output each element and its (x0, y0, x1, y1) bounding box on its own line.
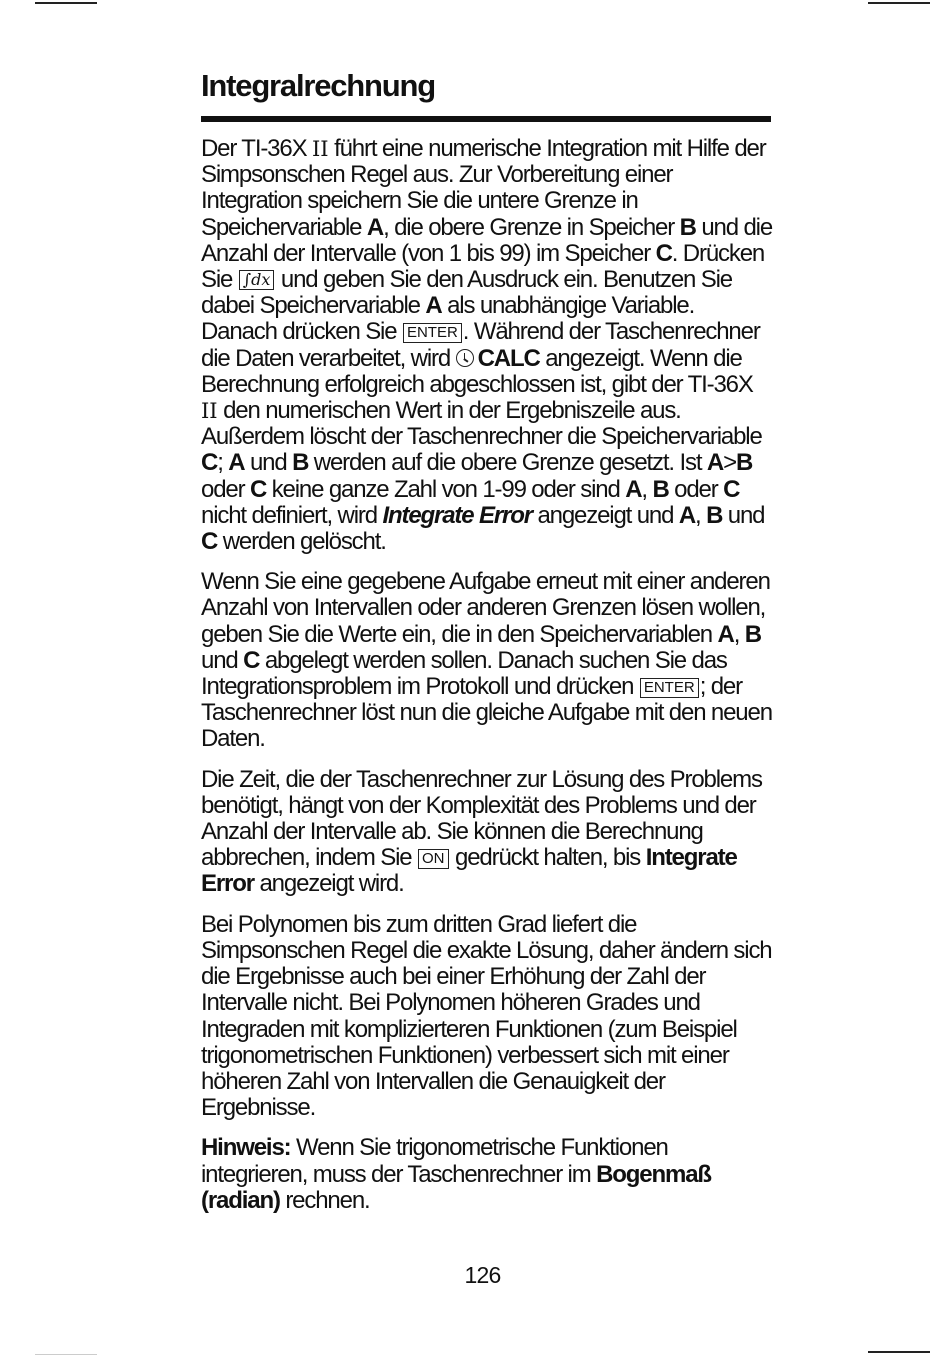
text-run: Die Zeit, die der Taschenrechner zur Lösung des Problems benötigt, hängt von der Komplexität des Problems und der Anzahl der Intervalle ab. Sie können die Berechnung abbrechen, indem Sie (201, 765, 762, 872)
var-c: C (243, 646, 260, 674)
crop-mark-top-left (35, 2, 97, 4)
var-c: C (655, 239, 672, 267)
var-c: C (723, 475, 740, 503)
text-run: oder (668, 475, 724, 503)
roman-numeral: II (201, 399, 218, 424)
text-run: und die Anzahl der Intervalle (von 1 bis 99) im Speicher (201, 213, 773, 267)
paragraph-intro (201, 136, 773, 555)
text-run: angezeigt wird. (253, 870, 404, 898)
radian-mode-term: Bogenmaß (radian) (201, 1160, 711, 1214)
enter-key: ENTER (403, 323, 462, 343)
text-run: ; der Taschenrechner löst nun die gleiche Aufgabe mit den neuen Daten. (201, 673, 772, 753)
integrate-error-message: Integrate Error (382, 501, 532, 529)
crop-mark-top-right (868, 2, 930, 4)
text-run: nicht definiert, wird (201, 501, 383, 529)
text-run: angezeigt. Wenn die Berechnung erfolgreich abgeschlossen ist, gibt der TI-36X (201, 344, 753, 398)
var-b: B (706, 501, 723, 529)
text-run: , (641, 475, 653, 503)
enter-key: ENTER (640, 678, 699, 698)
var-b: B (292, 449, 309, 477)
var-b: B (679, 213, 696, 241)
paragraph-polynomials: Bei Polynomen bis zum dritten Grad liefert die Simpsonschen Regel die exakte Lösung, daher ändern sich die Ergebnisse auch bei einer Erhöhung der Zahl der Intervalle nicht. Bei Polynomen höheren Grades und Integraden mit komplizierteren Funktionen (zum Beispiel trigonometrischen Funktionen) verbessert sich mit einer höheren Zahl von Intervallen die Genauigkeit der Ergebnisse. (201, 910, 772, 1122)
text-run: , die obere Grenze in Speicher (383, 213, 680, 241)
paragraph-time (201, 767, 773, 898)
roman-numeral: II (311, 137, 329, 161)
var-b: B (735, 449, 753, 477)
title-rule (201, 116, 771, 122)
note-paragraph (201, 1135, 773, 1214)
note-label: Hinweis: (201, 1134, 291, 1162)
on-key: ON (418, 849, 449, 869)
body-text (201, 136, 773, 1214)
var-c: C (201, 528, 218, 556)
var-a: A (366, 213, 384, 241)
text-run: angezeigt und (531, 501, 679, 529)
integral-key: ∫dx (239, 270, 275, 290)
text-run: und (722, 501, 765, 529)
var-c: C (249, 475, 267, 503)
crop-mark-bottom-left (35, 1354, 97, 1355)
text-run: werden gelöscht. (217, 528, 386, 556)
text-run: . Während der Taschenrechner die Daten verarbeitet, wird (201, 318, 760, 372)
text-run: werden auf die obere Grenze gesetzt. Ist (308, 449, 707, 477)
text-run: keine ganze Zahl von 1-99 oder sind (266, 475, 626, 503)
var-a: A (706, 449, 724, 477)
var-a: A (717, 620, 734, 648)
text-run: und geben Sie den Ausdruck ein. Benutzen Sie dabei Speichervariable (201, 266, 732, 320)
var-b: B (744, 620, 761, 648)
page-title: Integralrechnung (201, 68, 435, 103)
clock-icon (456, 349, 474, 367)
var-a: A (678, 501, 696, 529)
text-run: und (244, 449, 293, 477)
text-run: den numerischen Wert in der Ergebniszeile aus. Außerdem löscht der Taschenrechner die Speichervariable (201, 397, 762, 451)
text-run: Wenn Sie eine gegebene Aufgabe erneut mit einer anderen Anzahl von Intervallen oder anderen Grenzen lösen wollen, geben Sie die Werte ein, die in den Speichervariablen (201, 568, 770, 648)
paragraph-repeat (201, 569, 773, 752)
var-c: C (201, 449, 218, 477)
text-run: abgelegt werden sollen. Danach suchen Sie das Integrationsproblem im Protokoll und drücken (201, 646, 727, 701)
text-run: Der TI-36X (201, 135, 312, 162)
text-run: führt eine numerische Integration mit Hilfe der Simpsonschen Regel aus. Zur Vorbereitung einer Integration speichern Sie die untere Grenze in Speichervariable (201, 135, 766, 241)
text-run: und (201, 646, 244, 674)
calc-indicator: CALC (477, 344, 540, 372)
text-run: , (733, 620, 745, 648)
var-a: A (228, 449, 245, 477)
var-a: A (425, 292, 442, 320)
text-run: rechnen. (279, 1186, 370, 1214)
text-run: , (695, 501, 707, 529)
integrate-error-message: Integrate Error (201, 844, 737, 898)
var-a: A (625, 475, 642, 503)
var-b: B (652, 475, 669, 503)
text-run: ; (217, 449, 229, 477)
page-number: 126 (464, 1262, 501, 1288)
text-run: Wenn Sie trigonometrische Funktionen integrieren, muss der Taschenrechner im (201, 1134, 668, 1188)
text-run: . Drücken Sie (201, 239, 765, 294)
crop-mark-bottom-right (868, 1351, 930, 1353)
text-run: gedrückt halten, bis (449, 844, 646, 872)
text-run: > (723, 449, 736, 477)
text-run: als unabhängige Variable. Danach drücken Sie (201, 292, 695, 346)
page-content (201, 60, 773, 1228)
text-run: oder (201, 475, 250, 503)
